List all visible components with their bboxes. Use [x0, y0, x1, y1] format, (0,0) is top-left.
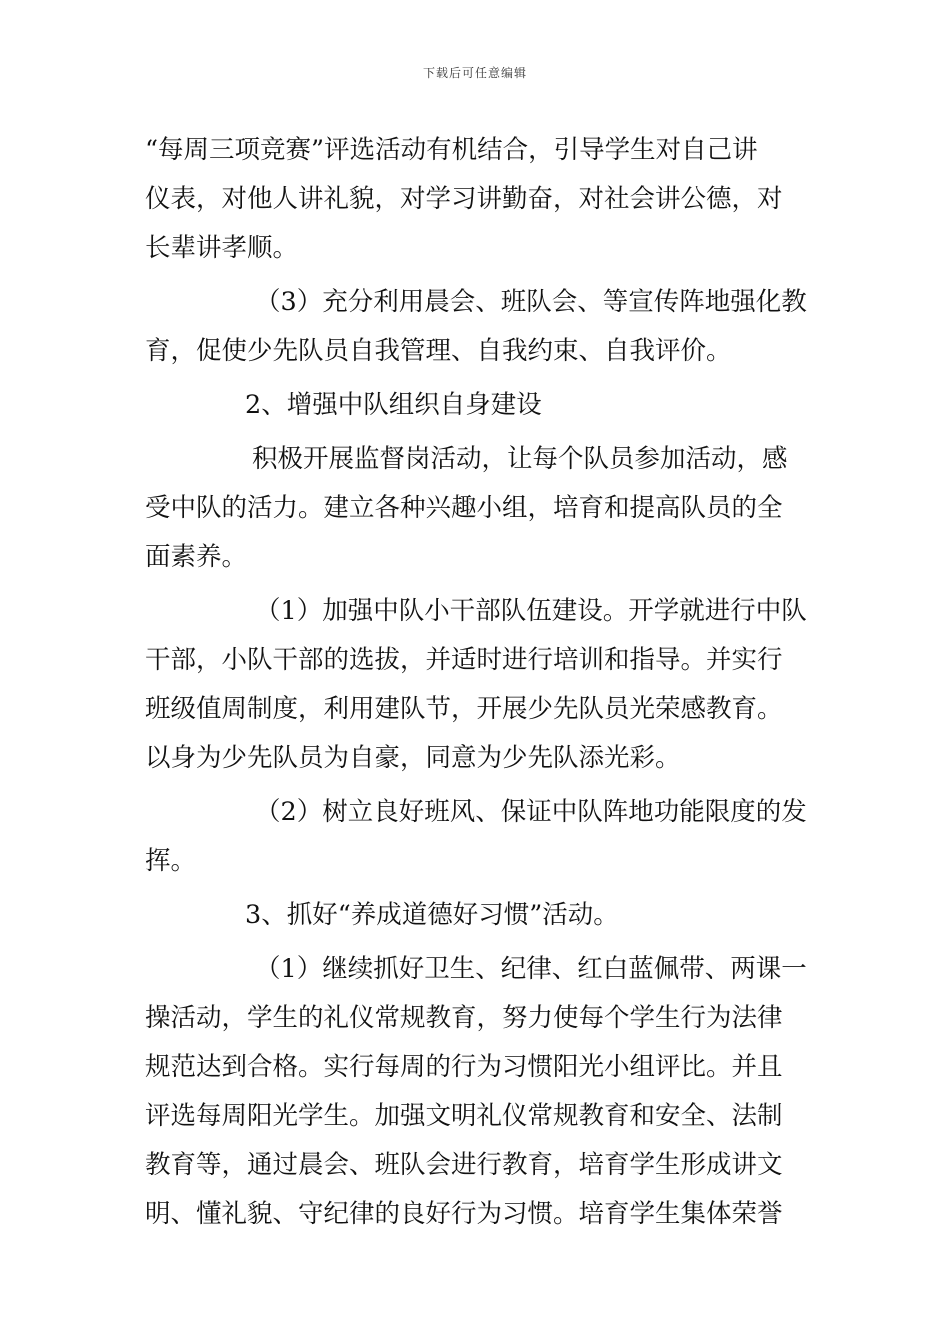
text-line: 挥。 [145, 846, 197, 876]
paragraph-item-1-hygiene-discipline [145, 945, 807, 1239]
text-line: 受中队的活力。建立各种兴趣小组，培育和提高队员的全 [145, 493, 783, 523]
section-heading-2 [145, 381, 807, 430]
text-line: 明、懂礼貌、守纪律的良好行为习惯。培育学生集体荣誉 [145, 1199, 783, 1229]
section-heading-3 [145, 891, 807, 940]
text-line: 规范达到合格。实行每周的行为习惯阳光小组评比。并且 [145, 1052, 783, 1082]
paragraph-continued-competition [145, 126, 807, 273]
text-line: （1）加强中队小干部队伍建设。开学就进行中队 [255, 596, 807, 626]
text-line: 积极开展监督岗活动，让每个队员参加活动，感 [252, 444, 788, 474]
paragraph-item-3-morning-meeting [145, 278, 807, 376]
paragraph-item-1-cadre-building [145, 587, 807, 783]
text-line: 仪表，对他人讲礼貌，对学习讲勤奋，对社会讲公德，对 [145, 184, 783, 214]
text-line: 2、增强中队组织自身建设 [245, 390, 542, 420]
text-line: 面素养。 [145, 542, 248, 572]
text-line: 操活动，学生的礼仪常规教育，努力使每个学生行为法律 [145, 1003, 783, 1033]
text-line: 以身为少先队员为自豪，同意为少先队添光彩。 [145, 743, 681, 773]
text-line: （3）充分利用晨会、班队会、等宣传阵地强化教 [255, 287, 807, 317]
page-header: 下载后可任意编辑 [422, 66, 527, 80]
text-line: “每周三项竞赛”评选活动有机结合，引导学生对自己讲 [145, 135, 758, 165]
document-body [145, 126, 807, 1239]
text-line: 班级值周制度，利用建队节，开展少先队员光荣感教育。 [145, 694, 783, 724]
text-line: 干部，小队干部的选拔，并适时进行培训和指导。并实行 [145, 645, 783, 675]
paragraph-supervision-activity [145, 435, 807, 582]
text-line: 教育等，通过晨会、班队会进行教育，培育学生形成讲文 [145, 1150, 783, 1180]
text-line: 育，促使少先队员自我管理、自我约束、自我评价。 [145, 336, 732, 366]
text-line: 3、抓好“养成道德好习惯”活动。 [245, 900, 619, 930]
text-line: 长辈讲孝顺。 [145, 233, 299, 263]
paragraph-item-2-class-spirit [145, 788, 807, 886]
text-line: （2）树立良好班风、保证中队阵地功能限度的发 [255, 797, 807, 827]
text-line: （1）继续抓好卫生、纪律、红白蓝佩带、两课一 [255, 954, 807, 984]
text-line: 评选每周阳光学生。加强文明礼仪常规教育和安全、法制 [145, 1101, 783, 1131]
